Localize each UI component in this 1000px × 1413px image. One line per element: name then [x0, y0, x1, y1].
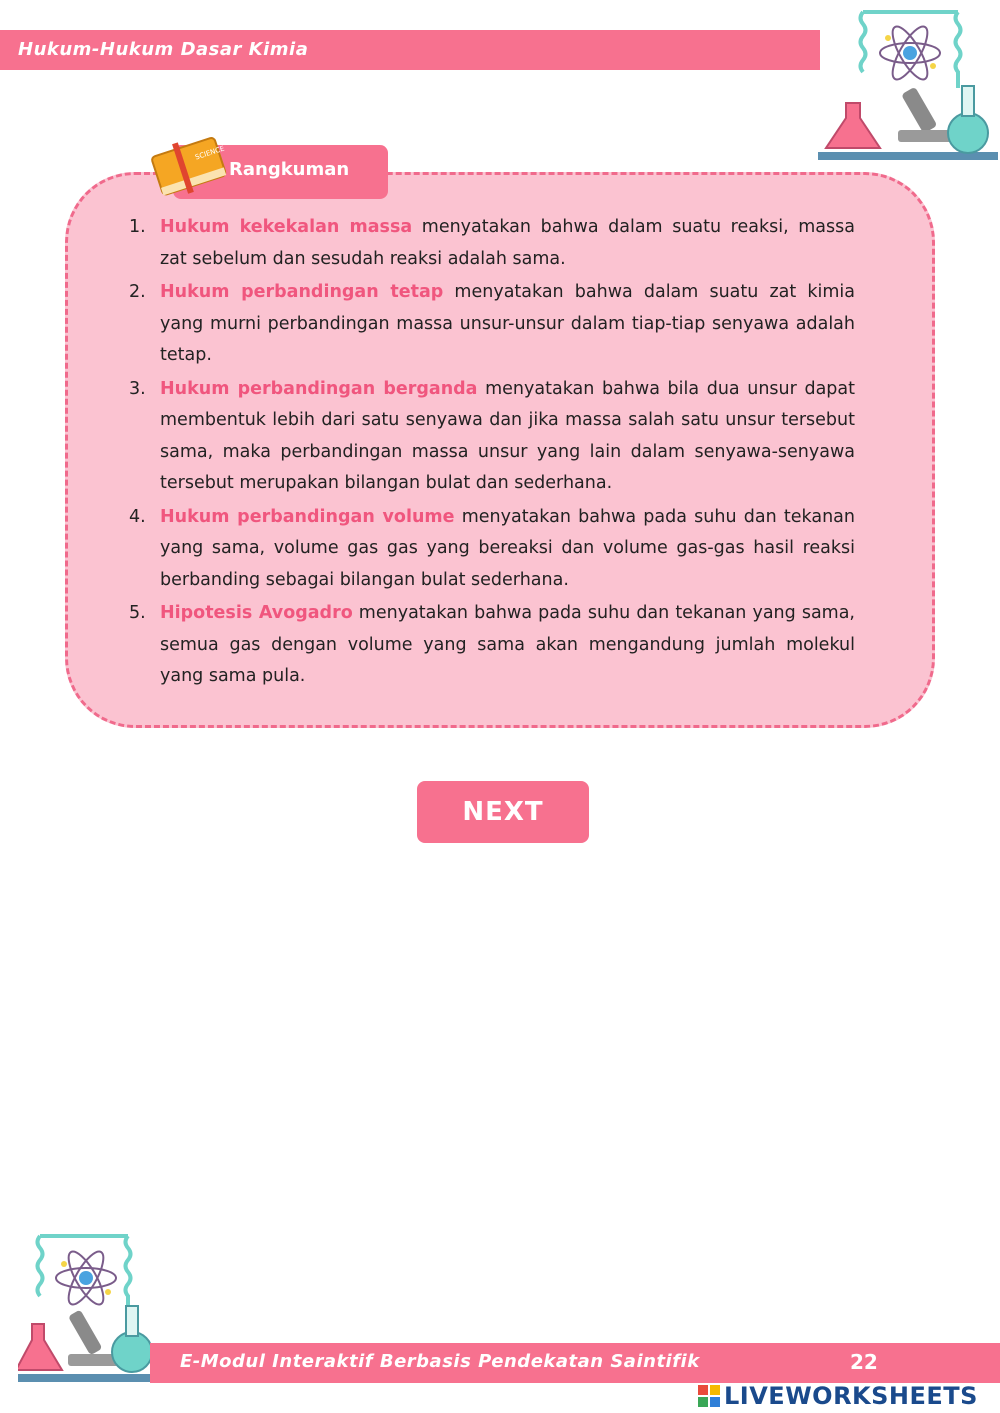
item-term: Hukum kekekalan massa: [160, 217, 413, 237]
footer-bar: [150, 1343, 1000, 1383]
item-term: Hipotesis Avogadro: [160, 603, 353, 623]
next-button[interactable]: NEXT: [417, 781, 589, 843]
item-number: 2.: [129, 282, 146, 302]
page-number: 22: [850, 1350, 878, 1374]
item-text: menyatakan bahwa pada suhu dan tekanan yang sama, semua gas dengan volume yang sama akan mengandung jumlah molekul yang sama pula.: [160, 603, 855, 686]
item-text: menyatakan bahwa pada suhu dan tekanan yang sama, volume gas gas yang bereaksi dan volume gas-gas hasil reaksi berbanding sebagai bilangan bulat sederhana.: [160, 506, 855, 590]
list-item: [125, 212, 855, 275]
list-item: [125, 374, 855, 500]
list-item: [125, 277, 855, 372]
footer-text: E-Modul Interaktif Berbasis Pendekatan Saintifik: [180, 1351, 700, 1372]
science-book-icon: [145, 128, 233, 200]
summary-list: [125, 212, 855, 695]
header-bar: [0, 30, 820, 70]
liveworksheets-logo-icon: [698, 1385, 720, 1407]
item-text: menyatakan bahwa dalam suatu zat kimia yang murni perbandingan massa unsur-unsur dalam tiap-tiap senyawa adalah tetap.: [160, 282, 855, 365]
item-number: 5.: [129, 603, 146, 623]
list-item: [125, 502, 855, 597]
item-term: Hukum perbandingan tetap: [160, 282, 444, 302]
science-lab-logo-icon: [818, 8, 998, 163]
item-text: menyatakan bahwa bila dua unsur dapat membentuk lebih dari satu senyawa dan jika massa salah satu unsur tersebut sama, maka perbandingan massa unsur yang lain dalam senyawa-senyawa tersebut merupakan bilangan bulat dan sederhana.: [160, 378, 855, 493]
item-number: 3.: [129, 378, 146, 399]
item-text: menyatakan bahwa dalam suatu reaksi, massa zat sebelum dan sesudah reaksi adalah sama.: [160, 217, 855, 269]
watermark-text: LIVEWORKSHEETS: [724, 1382, 978, 1410]
list-item: [125, 598, 855, 693]
summary-tab-label: Rangkuman: [229, 159, 350, 180]
item-term: Hukum perbandingan berganda: [160, 378, 478, 399]
item-number: 4.: [129, 506, 146, 527]
item-term: Hukum perbandingan volume: [160, 506, 455, 527]
liveworksheets-watermark[interactable]: [698, 1383, 978, 1409]
book-label: SCIENCE: [194, 144, 226, 162]
header-title: Hukum-Hukum Dasar Kimia: [18, 39, 309, 60]
item-number: 1.: [129, 217, 146, 237]
